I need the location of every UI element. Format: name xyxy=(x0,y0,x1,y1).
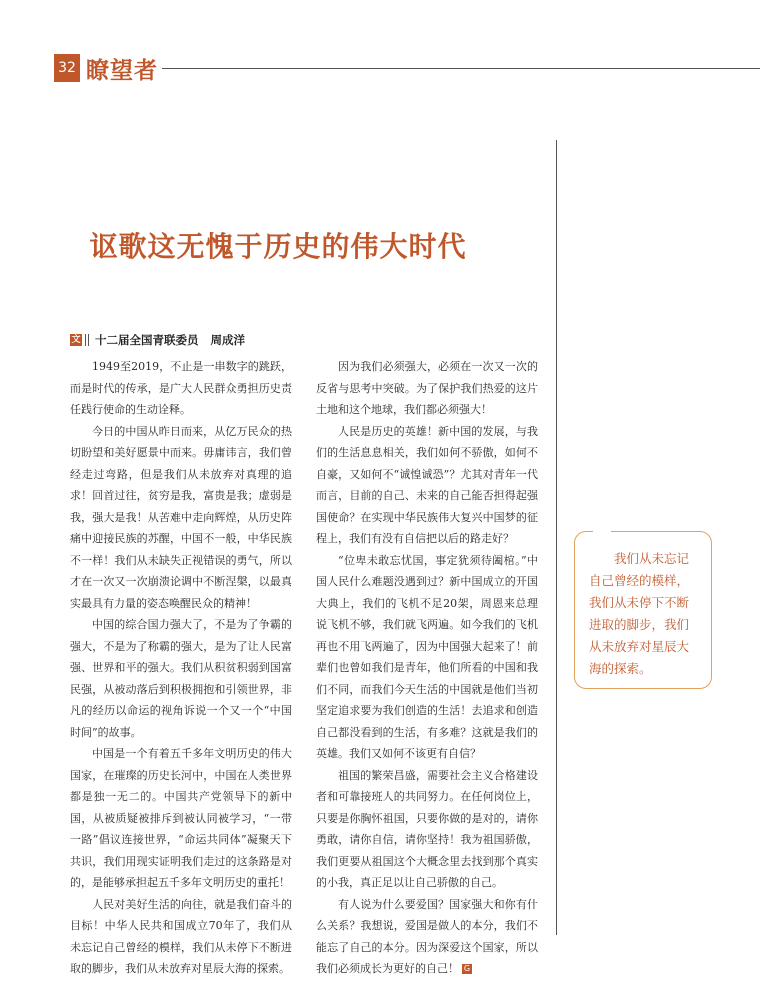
speech-bubble-tail-cover xyxy=(593,530,611,534)
paragraph: 因为我们必须强大，必须在一次又一次的反省与思考中突破。为了保护我们热爱的这片土地和这个地球，我们都必须强大！ xyxy=(316,360,538,416)
article-badge: 文 xyxy=(71,335,81,345)
paragraph: 祖国的繁荣昌盛，需要社会主义合格建设者和可靠接班人的共同努力。在任何岗位上，只要是你胸怀祖国，只要你做的是对的，请你勇敢，请你自信，请你坚持！我为祖国骄傲，我们更要从祖国这个大概念里去找到那个真实的小我，真正足以让自己骄傲的自己。 xyxy=(316,768,538,889)
paragraph: 今日的中国从昨日而来，从亿万民众的热切盼望和美好愿景中而来。毋庸讳言，我们曾经走过弯路，但是我们从未放弃对真理的追求！回首过往，贫穷是我，富贵是我；虚弱是我，强大是我！从苦难中走向辉煌，从历史阵痛中迎接民族的苏醒，中国不一般，中华民族不一样！我们从未缺失正视错误的勇气，所以才在一次又一次崩溃论调中不断涅槃，以最真实最具有力量的姿态唤醒民众的精神！ xyxy=(70,424,292,610)
paragraph: 人民是历史的英雄！新中国的发展，与我们的生活息息相关，我们如何不骄傲，如何不自豪，又如何不“诚惶诚恐”？尤其对青年一代而言，目前的自己、未来的自己能否担得起强国使命？在实现中华民族伟大复兴中国梦的征程上，我们有没有自信把以后的路走好？ xyxy=(316,424,538,545)
paragraph: 中国是一个有着五千多年文明历史的伟大国家，在璀璨的历史长河中，中国在人类世界都是独一无二的。中国共产党领导下的新中国，从被质疑被排斥到被认同被学习，“一带一路”倡议连接世界，“命运共同体”凝聚天下共识，我们用现实证明我们走过的这条路是对的，是能够承担起五千多年文明历史的重托！ xyxy=(70,747,292,889)
paragraph: 1949至2019，不止是一串数字的跳跃，而是时代的传承，是广大人民群众勇担历史责任践行使命的生动诠释。 xyxy=(70,360,292,416)
article-column-left xyxy=(70,356,292,980)
pull-quote xyxy=(574,531,712,689)
article-column-right xyxy=(316,356,538,980)
byline-separator xyxy=(85,334,89,346)
paragraph: 中国的综合国力强大了，不是为了争霸的强大，不是为了称霸的强大，是为了让人民富强、世界和平的强大。我们从积贫积弱到国富民强，从被动落后到积极拥抱和引领世界，非凡的经历以命运的视角诉说一个又一个“中国时间”的故事。 xyxy=(70,618,292,739)
section-title: 瞭望者 xyxy=(86,58,158,84)
paragraph xyxy=(316,894,538,980)
pull-quote-text: 我们从未忘记自己曾经的模样，我们从未停下不断进取的脚步，我们从未放弃对星辰大海的探索。 xyxy=(589,551,690,676)
page-header xyxy=(54,54,760,82)
paragraph: “位卑未敢忘忧国，事定犹须待阖棺。”中国人民什么难题没遇到过？新中国成立的开国大典上，我们的飞机不足20架，周恩来总理说飞机不够，我们就飞两遍。如今我们的飞机再也不用飞两遍了，因为中国强大起来了！前辈们也曾如我们是青年，他们所看的中国和我们不同，而我们今天生活的中国就是他们当初坚定追求要为我们创造的生活！去追求和创造自己都没看到的生活，有多难？这就是我们的英雄。我们又如何不该更有自信？ xyxy=(316,553,538,760)
end-mark-icon: G xyxy=(463,964,471,973)
page-number: 32 xyxy=(54,54,80,82)
article-title: 讴歌这无愧于历史的伟大时代 xyxy=(89,230,467,263)
column-divider xyxy=(556,140,557,935)
paragraph-text: 有人说为什么要爱国？国家强大和你有什么关系？我想说，爱国是做人的本分，我们不能忘了自己的本分。因为深爱这个国家，所以我们必须成长为更好的自己！ xyxy=(316,897,538,975)
header-rule xyxy=(162,68,760,69)
author-name: 周成洋 xyxy=(210,333,245,347)
paragraph: 人民对美好生活的向往，就是我们奋斗的目标！中华人民共和国成立70年了，我们从未忘记自己曾经的模样，我们从未停下不断进取的脚步，我们从未放弃对星辰大海的探索。 xyxy=(70,897,292,975)
author-role: 十二届全国青联委员 xyxy=(95,333,199,347)
byline xyxy=(70,332,245,348)
